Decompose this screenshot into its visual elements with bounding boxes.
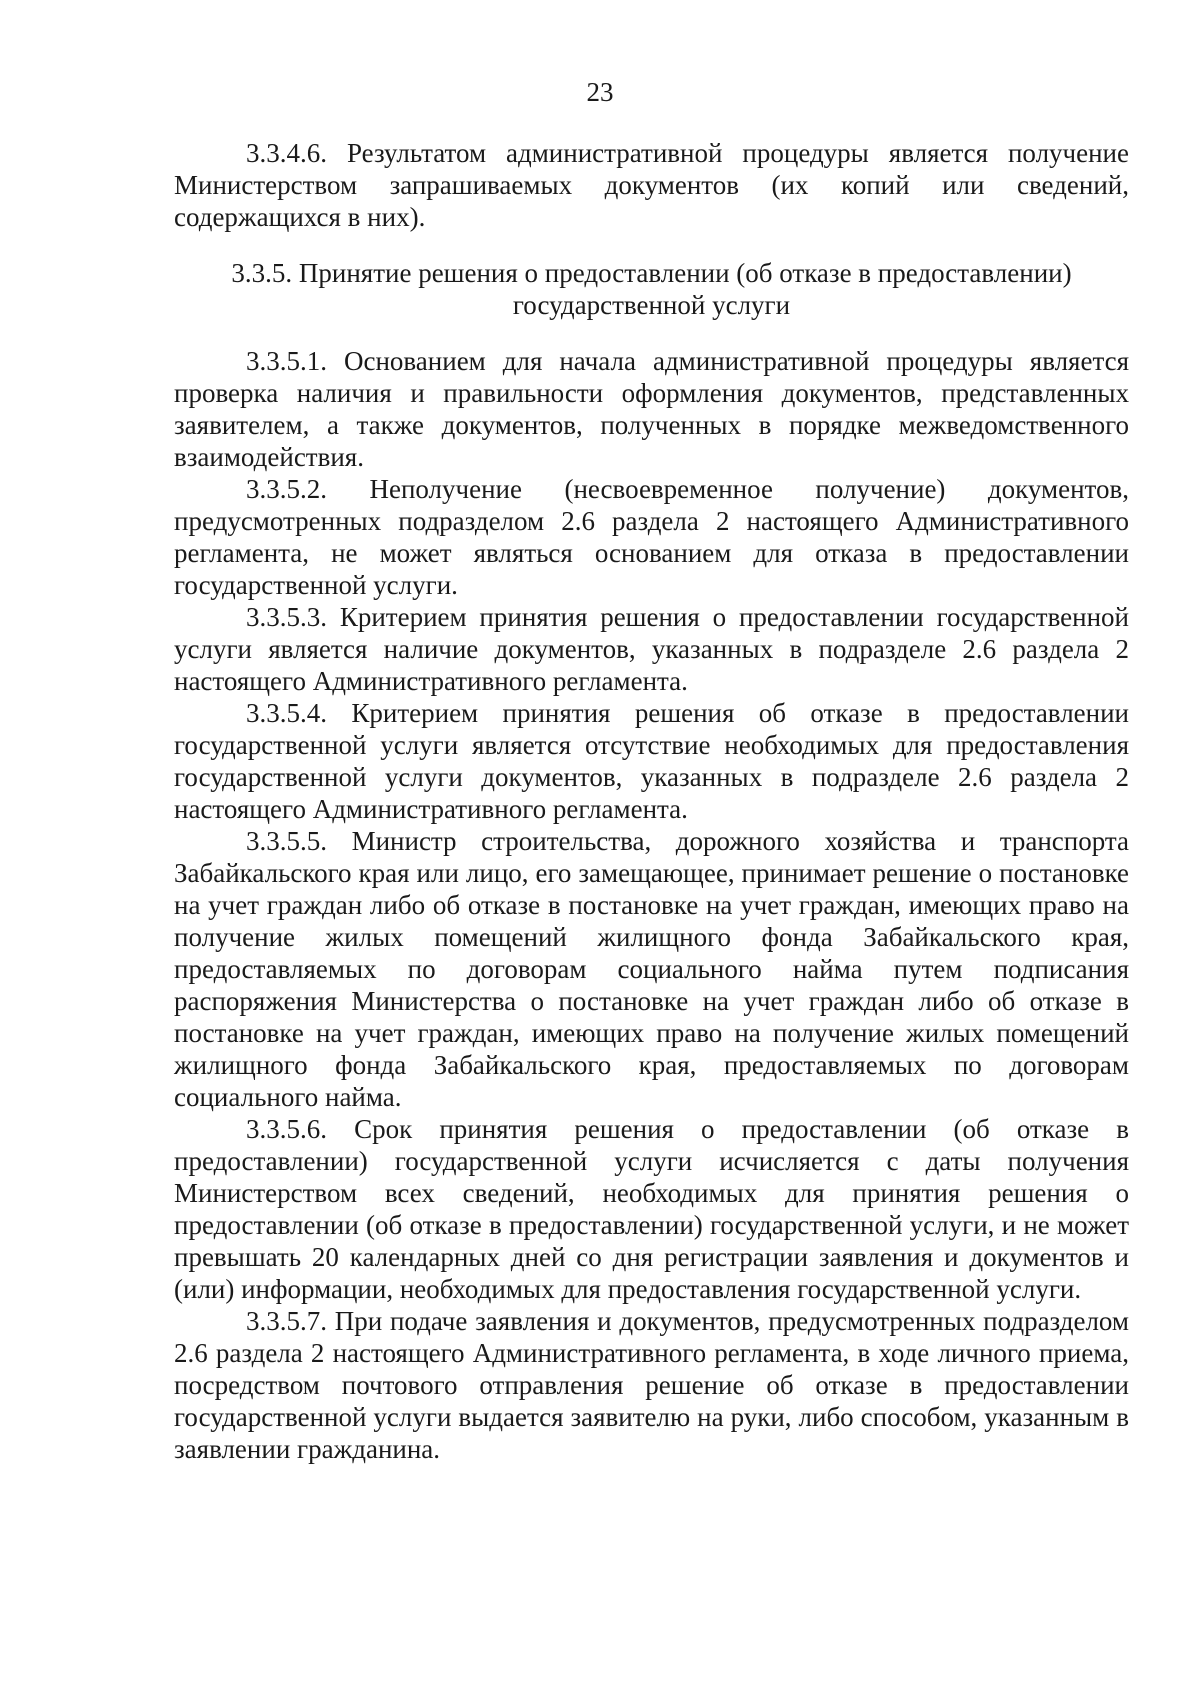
- paragraph-3-3-5-5: 3.3.5.5. Министр строительства, дорожного хозяйства и транспорта Забайкальского края или лицо, его замещающее, принимает решение о постановке на учет граждан либо об отказе в постановке на учет граждан, имеющих право на получение жилых помещений жилищного фонда Забайкальского края, предоставляемых по договорам социального найма путем подписания распоряжения Министерства о постановке на учет граждан либо об отказе в постановке на учет граждан, имеющих право на получение жилых помещений жилищного фонда Забайкальского края, предоставляемых по договорам социального найма.: [174, 826, 1129, 1112]
- page-number: 23: [586, 77, 614, 107]
- paragraph-3-3-5-4: 3.3.5.4. Критерием принятия решения об отказе в предоставлении государственной услуги является отсутствие необходимых для предоставления государственной услуги документов, указанных в подразделе 2.6 раздела 2 настоящего Административного регламента.: [174, 698, 1129, 824]
- paragraph-3-3-4-6: 3.3.4.6. Результатом административной процедуры является получение Министерством запрашиваемых документов (их копий или сведений, содержащихся в них).: [174, 138, 1129, 232]
- paragraph-3-3-5-2: 3.3.5.2. Неполучение (несвоевременное получение) документов, предусмотренных подразделом 2.6 раздела 2 настоящего Административного регламента, не может являться основанием для отказа в предоставлении государственной услуги.: [174, 474, 1129, 600]
- document-body: [174, 137, 1129, 1465]
- paragraph-3-3-5-7: 3.3.5.7. При подаче заявления и документов, предусмотренных подразделом 2.6 раздела 2 настоящего Административного регламента, в ходе личного приема, посредством почтового отправления решение об отказе в предоставлении государственной услуги выдается заявителю на руки, либо способом, указанным в заявлении гражданина.: [174, 1306, 1129, 1464]
- section-heading: 3.3.5. Принятие решения о предоставлении (об отказе в предоставлении) государственной услуги: [231, 258, 1072, 320]
- paragraph-3-3-5-1: 3.3.5.1. Основанием для начала административной процедуры является проверка наличия и правильности оформления документов, представленных заявителем, а также документов, полученных в порядке межведомственного взаимодействия.: [174, 346, 1129, 472]
- paragraph-3-3-5-6: 3.3.5.6. Срок принятия решения о предоставлении (об отказе в предоставлении) государственной услуги исчисляется с даты получения Министерством всех сведений, необходимых для принятия решения о предоставлении (об отказе в предоставлении) государственной услуги, и не может превышать 20 календарных дней со дня регистрации заявления и документов и (или) информации, необходимых для предоставления государственной услуги.: [174, 1114, 1129, 1304]
- paragraph-3-3-5-3: 3.3.5.3. Критерием принятия решения о предоставлении государственной услуги является наличие документов, указанных в подразделе 2.6 раздела 2 настоящего Административного регламента.: [174, 602, 1129, 696]
